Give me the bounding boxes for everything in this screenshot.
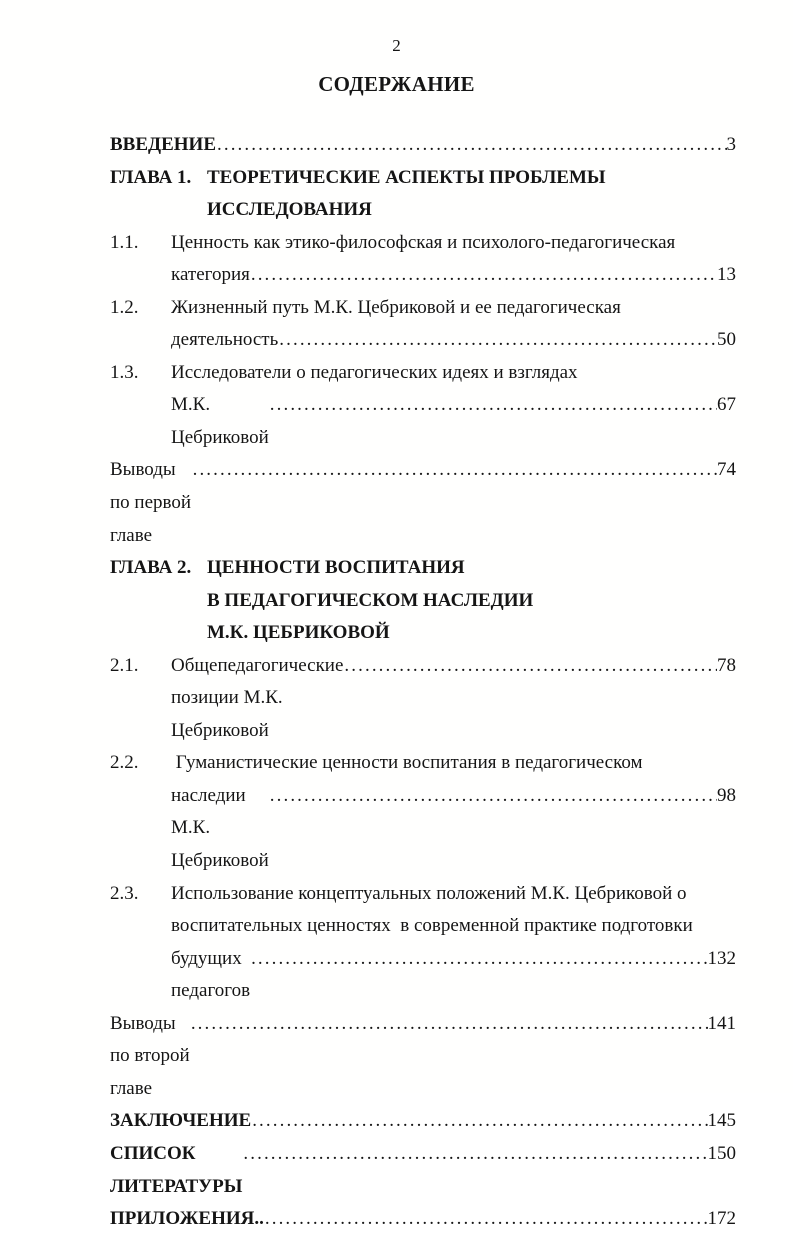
entry-page-number: 172 bbox=[707, 1208, 736, 1230]
entry-text: ПРИЛОЖЕНИЯ.. bbox=[110, 1208, 264, 1230]
entry-text: будущих педагогов bbox=[171, 947, 251, 1002]
entry-text: Исследователи о педагогических идеях и взглядах bbox=[171, 361, 578, 383]
entry-line bbox=[171, 292, 736, 325]
toc-entry bbox=[110, 1008, 736, 1106]
entry-body bbox=[171, 227, 736, 292]
entry-text: Общепедагогические позиции М.К. Цебриковой bbox=[171, 654, 349, 741]
entry-text: Использование концептуальных положений М.К. Цебриковой о bbox=[171, 882, 687, 904]
entry-text: М.К. Цебриковой bbox=[171, 394, 269, 448]
entry-number: 1.1. bbox=[110, 231, 139, 253]
entry-text: ВВЕДЕНИЕ bbox=[110, 134, 216, 155]
toc-entry bbox=[110, 747, 736, 877]
entry-line bbox=[207, 617, 736, 650]
entry-page-number: 3 bbox=[726, 134, 736, 155]
entry-number: ГЛАВА 2. bbox=[110, 557, 192, 579]
dot-leader bbox=[269, 780, 717, 813]
toc-entry bbox=[110, 292, 736, 357]
entry-text: Выводы по первой главе bbox=[110, 459, 196, 546]
entry-number: 2.2. bbox=[110, 752, 139, 774]
dot-leader bbox=[242, 1138, 707, 1171]
entry-number: 1.2. bbox=[110, 296, 139, 318]
toc-entry bbox=[110, 1138, 736, 1203]
entry-page-number: 98 bbox=[717, 784, 736, 806]
entry-page-number: 141 bbox=[707, 1012, 736, 1034]
entry-line bbox=[207, 194, 736, 227]
toc bbox=[110, 129, 736, 1236]
entry-body bbox=[110, 1138, 736, 1203]
entry-text: деятельность bbox=[171, 329, 279, 351]
entry-text: воспитательных ценностях в современной практике подготовки bbox=[171, 915, 693, 937]
entry-text: Жизненный путь М.К. Цебриковой и ее педагогическая bbox=[171, 296, 621, 318]
entry-line bbox=[171, 910, 736, 943]
dot-leader bbox=[250, 943, 707, 976]
entry-line bbox=[110, 129, 736, 162]
entry-page-number: 13 bbox=[717, 264, 736, 286]
entry-number: 2.3. bbox=[110, 882, 139, 904]
entry-body bbox=[171, 878, 736, 1008]
entry-text: ТЕОРЕТИЧЕСКИЕ АСПЕКТЫ ПРОБЛЕМЫ bbox=[207, 166, 606, 188]
toc-entry bbox=[110, 1203, 736, 1236]
dot-leader bbox=[343, 650, 717, 683]
toc-entry bbox=[110, 552, 736, 650]
dot-leader bbox=[269, 389, 717, 422]
entry-line bbox=[110, 1203, 736, 1236]
dot-leader bbox=[278, 324, 717, 357]
entry-line bbox=[207, 585, 736, 618]
entry-page-number: 145 bbox=[707, 1110, 736, 1132]
toc-entry bbox=[110, 1105, 736, 1138]
entry-body bbox=[110, 454, 736, 552]
entry-text: ЗАКЛЮЧЕНИЕ bbox=[110, 1110, 252, 1132]
entry-body bbox=[207, 162, 736, 227]
page-number: 2 bbox=[392, 36, 401, 55]
dot-leader bbox=[264, 1203, 708, 1236]
entry-line bbox=[110, 1008, 736, 1106]
toc-entry bbox=[110, 878, 736, 1008]
entry-page-number: 150 bbox=[707, 1142, 736, 1164]
entry-text: Ценность как этико-философская и психолого-педагогическая bbox=[171, 231, 676, 253]
entry-line bbox=[171, 259, 736, 292]
entry-text: СПИСОК ЛИТЕРАТУРЫ bbox=[110, 1142, 243, 1197]
entry-page-number: 132 bbox=[707, 947, 736, 969]
entry-body bbox=[110, 1203, 736, 1236]
toc-entry bbox=[110, 650, 736, 748]
entry-body bbox=[171, 650, 736, 748]
entry-line bbox=[171, 227, 736, 260]
entry-text: Выводы по второй главе bbox=[110, 1012, 195, 1099]
entry-body bbox=[171, 747, 736, 877]
entry-line bbox=[110, 454, 736, 552]
entry-text: ИССЛЕДОВАНИЯ bbox=[207, 199, 372, 221]
entry-text: В ПЕДАГОГИЧЕСКОМ НАСЛЕДИИ bbox=[207, 589, 534, 611]
document-title: СОДЕРЖАНИЕ bbox=[318, 72, 475, 96]
entry-body bbox=[171, 357, 736, 455]
entry-page-number: 67 bbox=[717, 394, 736, 416]
entry-page-number: 78 bbox=[717, 654, 736, 676]
entry-line bbox=[171, 747, 736, 780]
dot-leader bbox=[216, 129, 727, 162]
entry-line bbox=[171, 324, 736, 357]
entry-body bbox=[171, 292, 736, 357]
dot-leader bbox=[192, 454, 717, 487]
entry-line bbox=[171, 389, 736, 454]
entry-body bbox=[207, 552, 736, 650]
entry-page-number: 74 bbox=[717, 459, 736, 481]
entry-line bbox=[171, 650, 736, 748]
entry-body bbox=[110, 1008, 736, 1106]
toc-entry bbox=[110, 162, 736, 227]
dot-leader bbox=[250, 259, 717, 292]
entry-page-number: 50 bbox=[717, 329, 736, 351]
toc-entry bbox=[110, 227, 736, 292]
toc-entry bbox=[110, 129, 736, 162]
dot-leader bbox=[190, 1008, 708, 1041]
dot-leader bbox=[251, 1105, 707, 1138]
entry-line bbox=[110, 1105, 736, 1138]
entry-line bbox=[171, 943, 736, 1008]
entry-line bbox=[207, 162, 736, 195]
entry-body bbox=[110, 129, 736, 162]
entry-body bbox=[110, 1105, 736, 1138]
entry-line bbox=[171, 878, 736, 911]
entry-number: ГЛАВА 1. bbox=[110, 166, 192, 188]
toc-entry bbox=[110, 454, 736, 552]
entry-text: Гуманистические ценности воспитания в педагогическом bbox=[171, 752, 643, 774]
entry-line bbox=[171, 780, 736, 878]
entry-number: 2.1. bbox=[110, 654, 139, 676]
entry-number: 1.3. bbox=[110, 361, 139, 383]
entry-text: наследии М.К. Цебриковой bbox=[171, 784, 269, 872]
entry-text: категория bbox=[171, 264, 250, 286]
toc-entry bbox=[110, 357, 736, 455]
entry-line bbox=[110, 1138, 736, 1203]
entry-text: М.К. ЦЕБРИКОВОЙ bbox=[207, 622, 390, 644]
entry-line bbox=[171, 357, 736, 390]
entry-text: ЦЕННОСТИ ВОСПИТАНИЯ bbox=[207, 557, 465, 579]
entry-line bbox=[207, 552, 736, 585]
